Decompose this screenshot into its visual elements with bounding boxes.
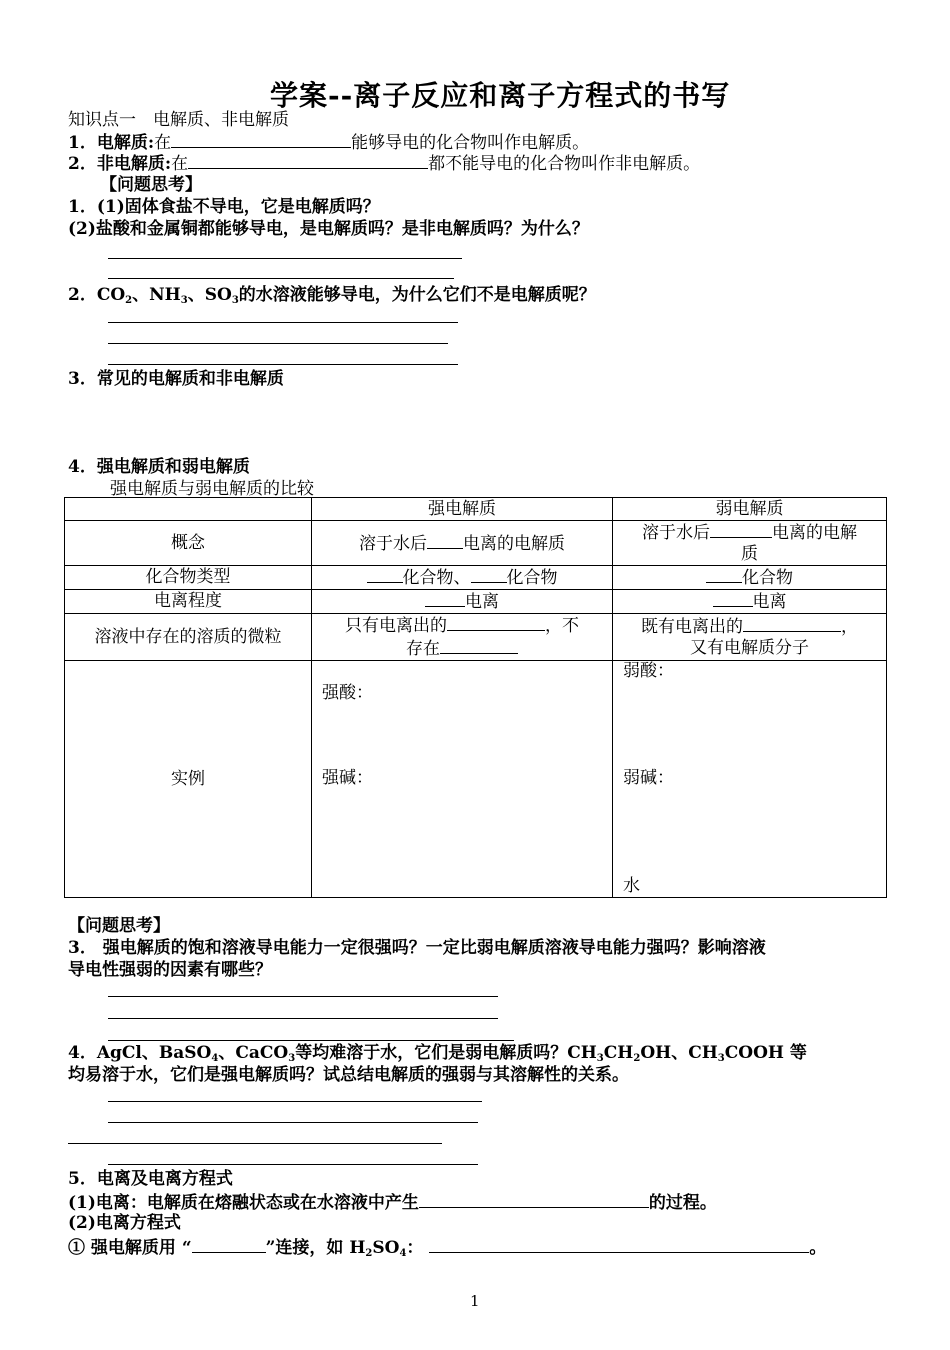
answer-line[interactable] [108, 322, 458, 323]
answer-line[interactable] [108, 996, 498, 997]
row-label-concept: 概念 [65, 521, 312, 566]
question-2: 2．$CO_2$、$NH_3$、$SO_3$的水溶液能够导电，为什么它们不是电解质呢？ [68, 285, 596, 306]
answer-line[interactable] [108, 1164, 478, 1165]
question-3a: 3． 强电解质的饱和溶液导电能力一定很强吗？一定比弱电解质溶液导电能力强吗？影响溶液 [68, 938, 766, 958]
examples-weak [613, 661, 887, 898]
blank[interactable] [710, 521, 772, 538]
ionization-equation-label: (2)电离方程式 [68, 1213, 181, 1233]
row-label-ionization-degree: 电离程度 [65, 590, 312, 614]
ionization-strong: 电离 [312, 590, 613, 614]
question-1b: (2)盐酸和金属铜都能够导电，是电解质吗？是非电解质吗？为什么？ [68, 219, 589, 239]
blank[interactable] [427, 532, 463, 549]
blank[interactable] [713, 590, 753, 607]
weak-base-label: 弱碱： [623, 768, 674, 788]
water-label: 水 [623, 876, 640, 896]
blank[interactable] [171, 131, 351, 148]
page-number: 1 [470, 1292, 480, 1310]
blank[interactable] [429, 1236, 809, 1253]
blank[interactable] [447, 614, 545, 631]
row-label-examples: 实例 [65, 661, 312, 898]
knowledge-point-heading: 知识点一 电解质、非电解质 [68, 110, 289, 130]
ionization-definition: (1)电离：电解质在熔融状态或在水溶液中产生 的过程。 [68, 1193, 717, 1213]
blank[interactable] [706, 566, 742, 583]
row-label-compound-type: 化合物类型 [65, 566, 312, 590]
concept-strong: 溶于水后 电离的电解质 [312, 521, 613, 566]
compound-type-weak: 化合物 [613, 566, 887, 590]
answer-line[interactable] [108, 364, 458, 365]
blank[interactable] [743, 615, 841, 632]
blank[interactable] [192, 1236, 266, 1253]
section-3-heading: 3．常见的电解质和非电解质 [68, 369, 284, 389]
ionization-weak: 电离 [613, 590, 887, 614]
answer-line[interactable] [108, 1101, 482, 1102]
examples-strong [312, 661, 613, 898]
section-5-heading: 5．电离及电离方程式 [68, 1169, 233, 1189]
strong-electrolyte-equation: ① 强电解质用 “ ”连接，如 $H_2SO_4$： 。 [68, 1238, 827, 1259]
think-label-2: 【问题思考】 [68, 916, 170, 936]
table-row [65, 521, 887, 566]
table-cell [65, 498, 312, 521]
answer-line[interactable] [108, 1122, 478, 1123]
comparison-table [64, 497, 887, 898]
header-strong: 强电解质 [312, 498, 613, 521]
blank[interactable] [425, 590, 465, 607]
compound-type-strong: 化合物、 化合物 [312, 566, 613, 590]
answer-line[interactable] [108, 278, 454, 279]
table-row [65, 614, 887, 661]
answer-line[interactable] [108, 1018, 498, 1019]
blank[interactable] [440, 637, 518, 654]
table-row [65, 661, 887, 898]
answer-line[interactable] [108, 1040, 514, 1041]
definition-non-electrolyte: 2．非电解质:在 都不能导电的化合物叫作非电解质。 [68, 154, 701, 174]
strong-base-label: 强碱： [322, 768, 373, 788]
question-4a: 4．AgCl、BaSO$_4$、CaCO$_3$等均难溶于水，它们是弱电解质吗？$CH_3CH_2OH$、$CH_3COOH$ 等 [68, 1043, 807, 1064]
table-row [65, 590, 887, 614]
header-weak: 弱电解质 [613, 498, 887, 521]
blank[interactable] [471, 566, 507, 583]
blank[interactable] [188, 152, 428, 169]
think-label: 【问题思考】 [100, 175, 202, 195]
table-caption: 强电解质与弱电解质的比较 [110, 479, 314, 499]
blank[interactable] [419, 1191, 649, 1208]
blank[interactable] [367, 566, 403, 583]
table-row [65, 498, 887, 521]
table-row [65, 566, 887, 590]
particles-weak: 既有电离出的 ， 又有电解质分子 [613, 614, 887, 661]
section-4-heading: 4．强电解质和弱电解质 [68, 457, 250, 477]
question-1a: 1．(1)固体食盐不导电，它是电解质吗？ [68, 197, 380, 217]
concept-weak: 溶于水后 电离的电解 质 [613, 521, 887, 566]
strong-acid-label: 强酸： [322, 683, 373, 703]
weak-acid-label: 弱酸： [623, 661, 674, 681]
answer-line[interactable] [108, 343, 448, 344]
definition-electrolyte: 1．电解质:在 能够导电的化合物叫作电解质。 [68, 133, 590, 153]
answer-line[interactable] [108, 258, 462, 259]
page-title: 学案--离子反应和离子方程式的书写 [270, 79, 731, 112]
particles-strong: 只有电离出的 ，不 存在 [312, 614, 613, 661]
question-3b: 导电性强弱的因素有哪些？ [68, 960, 272, 980]
question-4b: 均易溶于水，它们是强电解质吗？试总结电解质的强弱与其溶解性的关系。 [68, 1065, 629, 1085]
answer-line[interactable] [68, 1143, 442, 1144]
row-label-particles: 溶液中存在的溶质的微粒 [65, 614, 312, 661]
